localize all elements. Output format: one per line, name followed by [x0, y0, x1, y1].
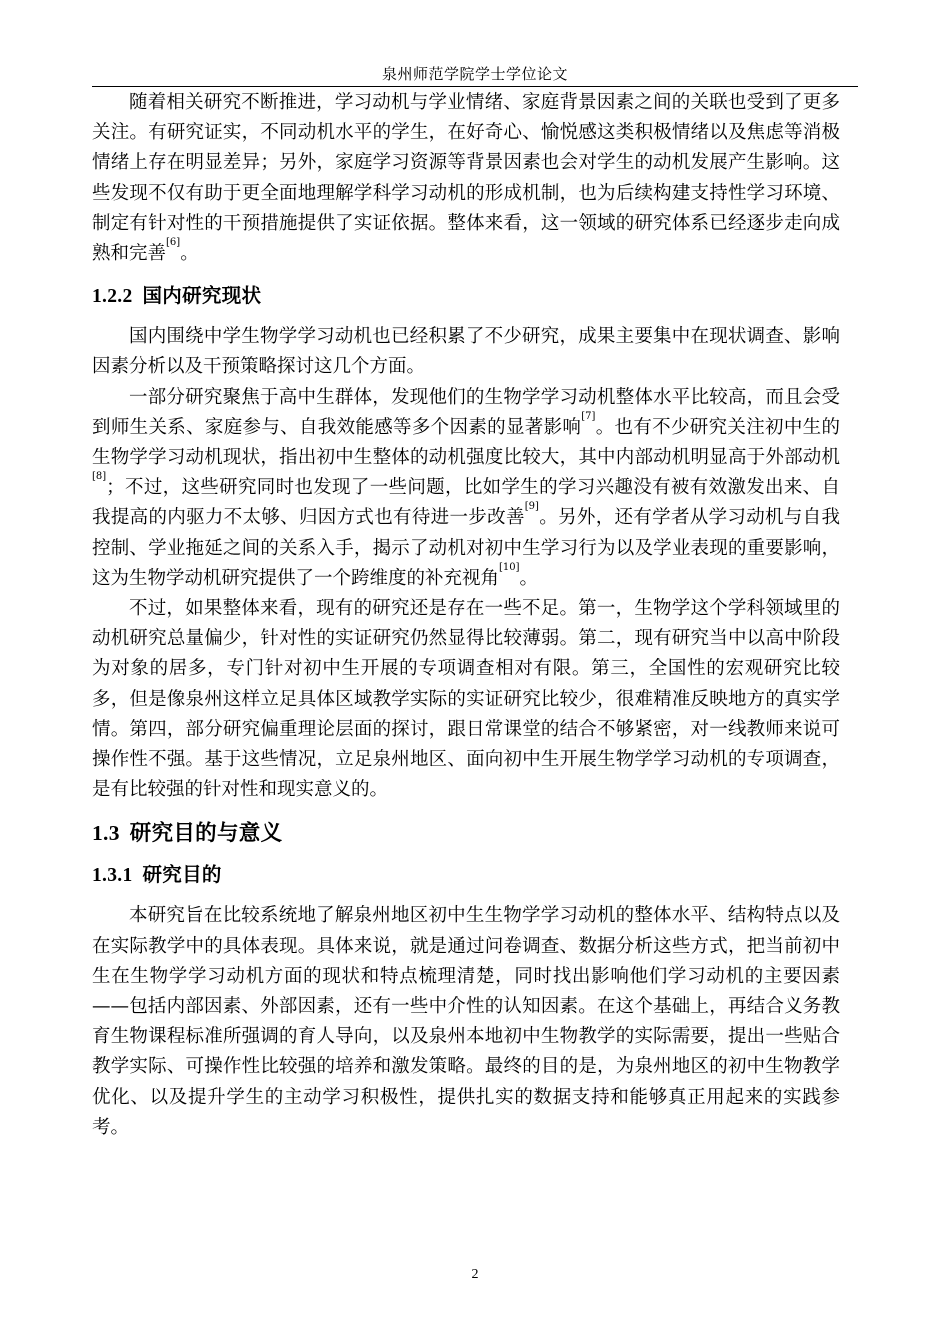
section-heading-1-3-1 [92, 862, 840, 889]
paragraph-text: 。另外，还有学者从学习动机与自我控制、学业拖延之间的关系入手，揭示了动机对初中生学习行为以及学业表现的重要影响，这为生物学动机研究提供了一个跨维度的补充视角 [92, 507, 840, 589]
paragraph-research-purpose [92, 901, 840, 1143]
paragraph-research-gaps [92, 594, 840, 805]
paragraph-text: 一部分研究聚焦于高中生群体，发现他们的生物学学习动机整体水平比较高，而且会受到师生关系、家庭参与、自我效能感等多个因素的显著影响 [92, 386, 840, 438]
section-number: 1.3 [92, 821, 120, 846]
page-body [92, 88, 840, 1143]
running-header: 泉州师范学院学士学位论文 [381, 65, 568, 83]
citation-9[interactable]: [9] [524, 501, 539, 513]
header-divider [92, 86, 858, 87]
page-number: 2 [471, 1267, 479, 1282]
citation-6[interactable]: [6] [166, 237, 181, 249]
paragraph-text: 不过，如果整体来看，现有的研究还是存在一些不足。第一，生物学这个学科领域里的动机研究总量偏少，针对性的实证研究仍然显得比较薄弱。第二，现有研究当中以高中阶段为对象的居多，专门针对初中生开展的专项调查相对有限。第三，全国性的宏观研究比较多，但是像泉州这样立足具体区域教学实际的实证研究比较少，很难精准反映地方的真实学情。第四，部分研究偏重理论层面的探讨，跟日常课堂的结合不够紧密，对一线教师来说可操作性不强。基于这些情况，立足泉州地区、面向初中生开展生物学学习动机的专项调查，是有比较强的针对性和现实意义的。 [92, 598, 840, 801]
citation-8[interactable]: [8] [92, 471, 107, 483]
paragraph-end: 。 [180, 243, 199, 265]
paragraph-text: 本研究旨在比较系统地了解泉州地区初中生生物学学习动机的整体水平、结构特点以及在实际教学中的具体表现。具体来说，就是通过问卷调查、数据分析这些方式，把当前初中生在生物学学习动机方面的现状和特点梳理清楚，同时找出影响他们学习动机的主要因素——包括内部因素、外部因素，还有一些中介性的认知因素。在这个基础上，再结合义务教育生物课程标准所强调的育人导向，以及泉州本地初中生物教学的实际需要，提出一些贴合教学实际、可操作性比较强的培养和激发策略。最终的目的是，为泉州地区的初中生物教学优化、以及提升学生的主动学习积极性，提供扎实的数据支持和能够真正用起来的实践参考。 [92, 905, 840, 1138]
paragraph-text: 随着相关研究不断推进，学习动机与学业情绪、家庭背景因素之间的关联也受到了更多关注。有研究证实，不同动机水平的学生，在好奇心、愉悦感这类积极情绪以及焦虑等消极情绪上存在明显差异；另外，家庭学习资源等背景因素也会对学生的动机发展产生影响。这些发现不仅有助于更全面地理解学科学习动机的形成机制，也为后续构建支持性学习环境、制定有针对性的干预措施提供了实证依据。整体来看，这一领域的研究体系已经逐步走向成熟和完善 [92, 92, 840, 265]
section-title: 国内研究现状 [142, 284, 262, 308]
paragraph-domestic-overview [92, 322, 840, 382]
paragraph-text: 国内围绕中学生物学学习动机也已经积累了不少研究，成果主要集中在现状调查、影响因素分析以及干预策略探讨这几个方面。 [92, 326, 840, 378]
paragraph-text: ；不过，这些研究同时也发现了一些问题，比如学生的学习兴趣没有被有效激发出来、自我提高的内驱力不太够、归因方式也有待进一步改善 [92, 477, 840, 529]
paragraph-text: 。也有不少研究关注初中生的生物学学习动机现状，指出初中生整体的动机强度比较大，其中内部动机明显高于外部动机 [92, 416, 840, 469]
section-number: 1.2.2 [92, 286, 133, 308]
paragraph-motivation-emotion [92, 88, 840, 269]
section-number: 1.3.1 [92, 865, 133, 887]
section-heading-1-2-2 [92, 283, 840, 310]
section-title: 研究目的 [142, 863, 222, 887]
paragraph-end: 。 [519, 567, 539, 589]
paragraph-domestic-findings [92, 383, 840, 594]
section-heading-1-3 [92, 819, 840, 848]
section-title: 研究目的与意义 [129, 821, 283, 847]
citation-10[interactable]: [10] [499, 561, 520, 573]
citation-7[interactable]: [7] [581, 410, 596, 422]
